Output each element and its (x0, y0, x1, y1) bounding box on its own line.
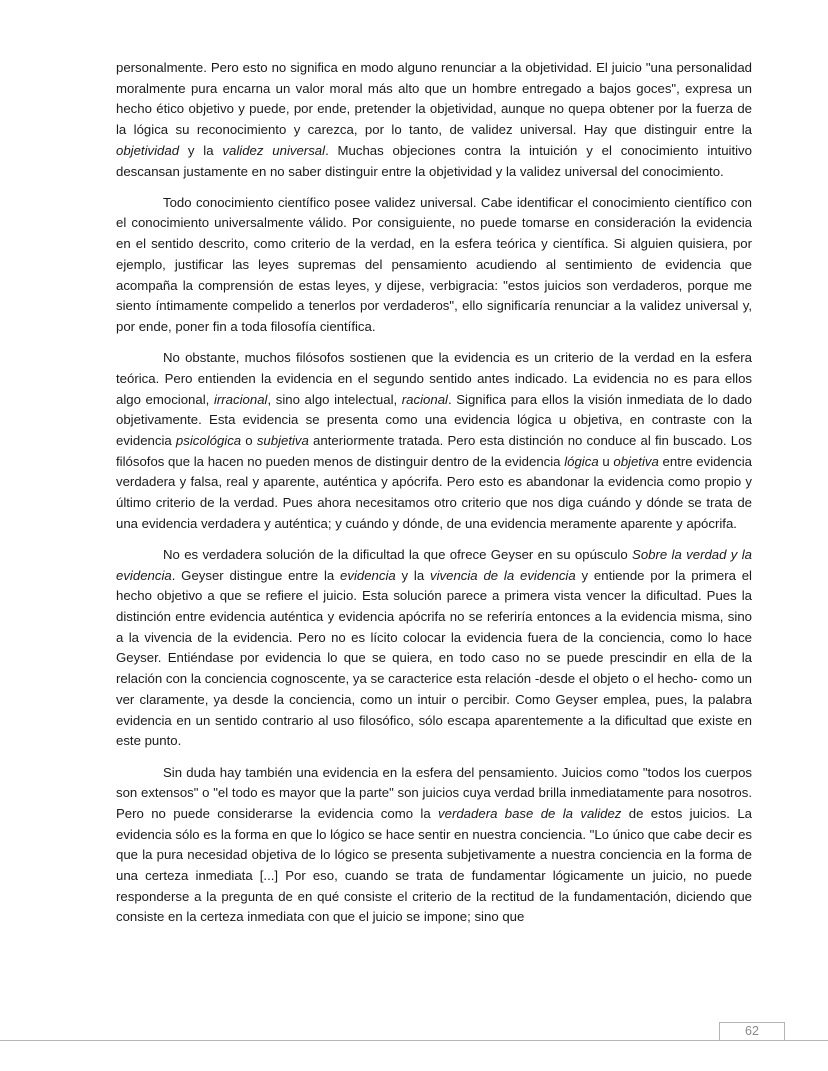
italic-text-run: objetividad (116, 142, 180, 158)
italic-text-run: vivencia de la evidencia (430, 567, 576, 583)
text-run: anteriormente tratada. Pero esta distinción no conduce al fin buscado. Los filósofos que la hacen no pueden menos de distinguir dentro de la evidencia (116, 432, 753, 469)
paragraph (116, 763, 752, 929)
italic-text-run: psicológica (175, 432, 242, 448)
text-run: o (241, 432, 257, 448)
italic-text-run: irracional (213, 391, 268, 407)
text-run: personalmente. Pero esto no significa en modo alguno renunciar a la objetividad. El juicio "una personalidad moralmente pura encarna un valor moral más alto que un hombre entregado a bajos goces", expresa un hecho ético objetivo y puede, por ende, pretender la objetividad, aunque no quepa obtener por la fuerza de la lógica su reconocimiento y carezca, por lo tanto, de validez universal. Hay que distinguir entre la (116, 60, 752, 138)
text-run: entre evidencia verdadera y falsa, real y aparente, auténtica y apócrifa. Pero esto es abandonar la evidencia como propio y último criterio de la verdad. Pues ahora necesitamos otro criterio que nos diga cuándo y dónde se trata de una evidencia verdadera y auténtica; y cuándo y dónde, de una evidencia meramente aparente y apócrifa. (116, 453, 752, 531)
italic-text-run: subjetiva (256, 432, 309, 448)
footer-rule (0, 1040, 828, 1041)
italic-text-run: Sobre la verdad y la evidencia (116, 546, 753, 583)
italic-text-run: evidencia (340, 567, 396, 583)
paragraph (116, 58, 752, 182)
text-run: y la (395, 567, 430, 583)
page-number: 62 (745, 1024, 759, 1038)
italic-text-run: validez universal (222, 142, 326, 158)
text-run: Todo conocimiento científico posee validez universal. Cabe identificar el conocimiento científico con el conocimiento universalmente válido. Por consiguiente, no puede tomarse en consideración la evidencia en el sentido descrito, como criterio de la verdad, en la esfera teórica y científica. Si alguien quisiera, por ejemplo, justificar las leyes supremas del pensamiento acudiendo al sentimiento de evidencia que acompaña la comprensión de estas leyes, y dijese, verbigracia: "estos juicios son verdaderos, porque me siento íntimamente compelido a tenerlos por verdaderos", ello significaría renunciar a la validez universal y, por ende, poner fin a toda filosofía científica. (116, 194, 752, 334)
text-run: y la (179, 142, 223, 158)
page-number-box (719, 1022, 785, 1040)
text-run: u (598, 453, 614, 469)
italic-text-run: lógica (564, 453, 599, 469)
italic-text-run: racional (401, 391, 448, 407)
text-run: . Muchas objeciones contra la intuición y el conocimiento intuitivo descansan justamente en no saber distinguir entre la objetividad y la validez universal del conocimiento. (116, 142, 752, 179)
text-run: Sin duda hay también una evidencia en la esfera del pensamiento. Juicios como "todos los cuerpos son extensos" o "el todo es mayor que la parte" son juicios cuya verdad brilla inmediatamente para nosotros. Pero no puede considerarse la evidencia como la (116, 764, 752, 821)
text-run: No es verdadera solución de la dificultad la que ofrece Geyser en su opúsculo (163, 546, 633, 562)
paragraph (116, 193, 752, 338)
text-run: . Significa para ellos la visión inmediata de lo dado objetivamente. Esta evidencia se presenta como una evidencia lógica u objetiva, en contraste con la evidencia (116, 391, 752, 448)
page-body (116, 58, 752, 939)
italic-text-run: verdadera base de la validez (438, 805, 622, 821)
text-run: No obstante, muchos filósofos sostienen que la evidencia es un criterio de la verdad en la esfera teórica. Pero entienden la evidencia en el segundo sentido antes indicado. La evidencia no es para ellos algo emocional, (116, 350, 752, 407)
italic-text-run: objetiva (613, 453, 659, 469)
text-run: de estos juicios. La evidencia sólo es la forma en que lo lógico se hace sentir en nuestra conciencia. "Lo único que cabe decir es que la pura necesidad objetiva de lo lógico se presenta subjetivamente a nuestra conciencia en la forma de una certeza inmediata [...] Por eso, cuando se trata de fundamentar lógicamente un juicio, no puede responderse a la pregunta de en qué consiste el criterio de la rectitud de la fundamentación, diciendo que consiste en la certeza inmediata con que el juicio se impone; sino que (116, 805, 752, 925)
paragraph (116, 545, 752, 752)
text-run: y entiende por la primera el hecho objetivo a que se refiere el juicio. Esta solución parece a primera vista vencer la dificultad. Pues la distinción entre evidencia auténtica y evidencia apócrifa no se referiría entonces a la evidencia misma, sino a la vivencia de la evidencia. Pero no es lícito colocar la evidencia fuera de la conciencia, como lo hace Geyser. Entiéndase por evidencia lo que se quiera, en todo caso no se puede prescindir en ella de la relación con la conciencia cognoscente, ya se caracterice esta relación -desde el objeto o el hecho- como un ver claramente, ya desde la conciencia, como un intuir o percibir. Como Geyser emplea, pues, la palabra evidencia en un sentido contrario al uso filosófico, sólo escapa aparentemente a la dificultad que existe en este punto. (116, 567, 752, 749)
paragraph (116, 348, 752, 534)
text-run: , sino algo intelectual, (267, 391, 402, 407)
text-run: . Geyser distingue entre la (171, 567, 341, 583)
